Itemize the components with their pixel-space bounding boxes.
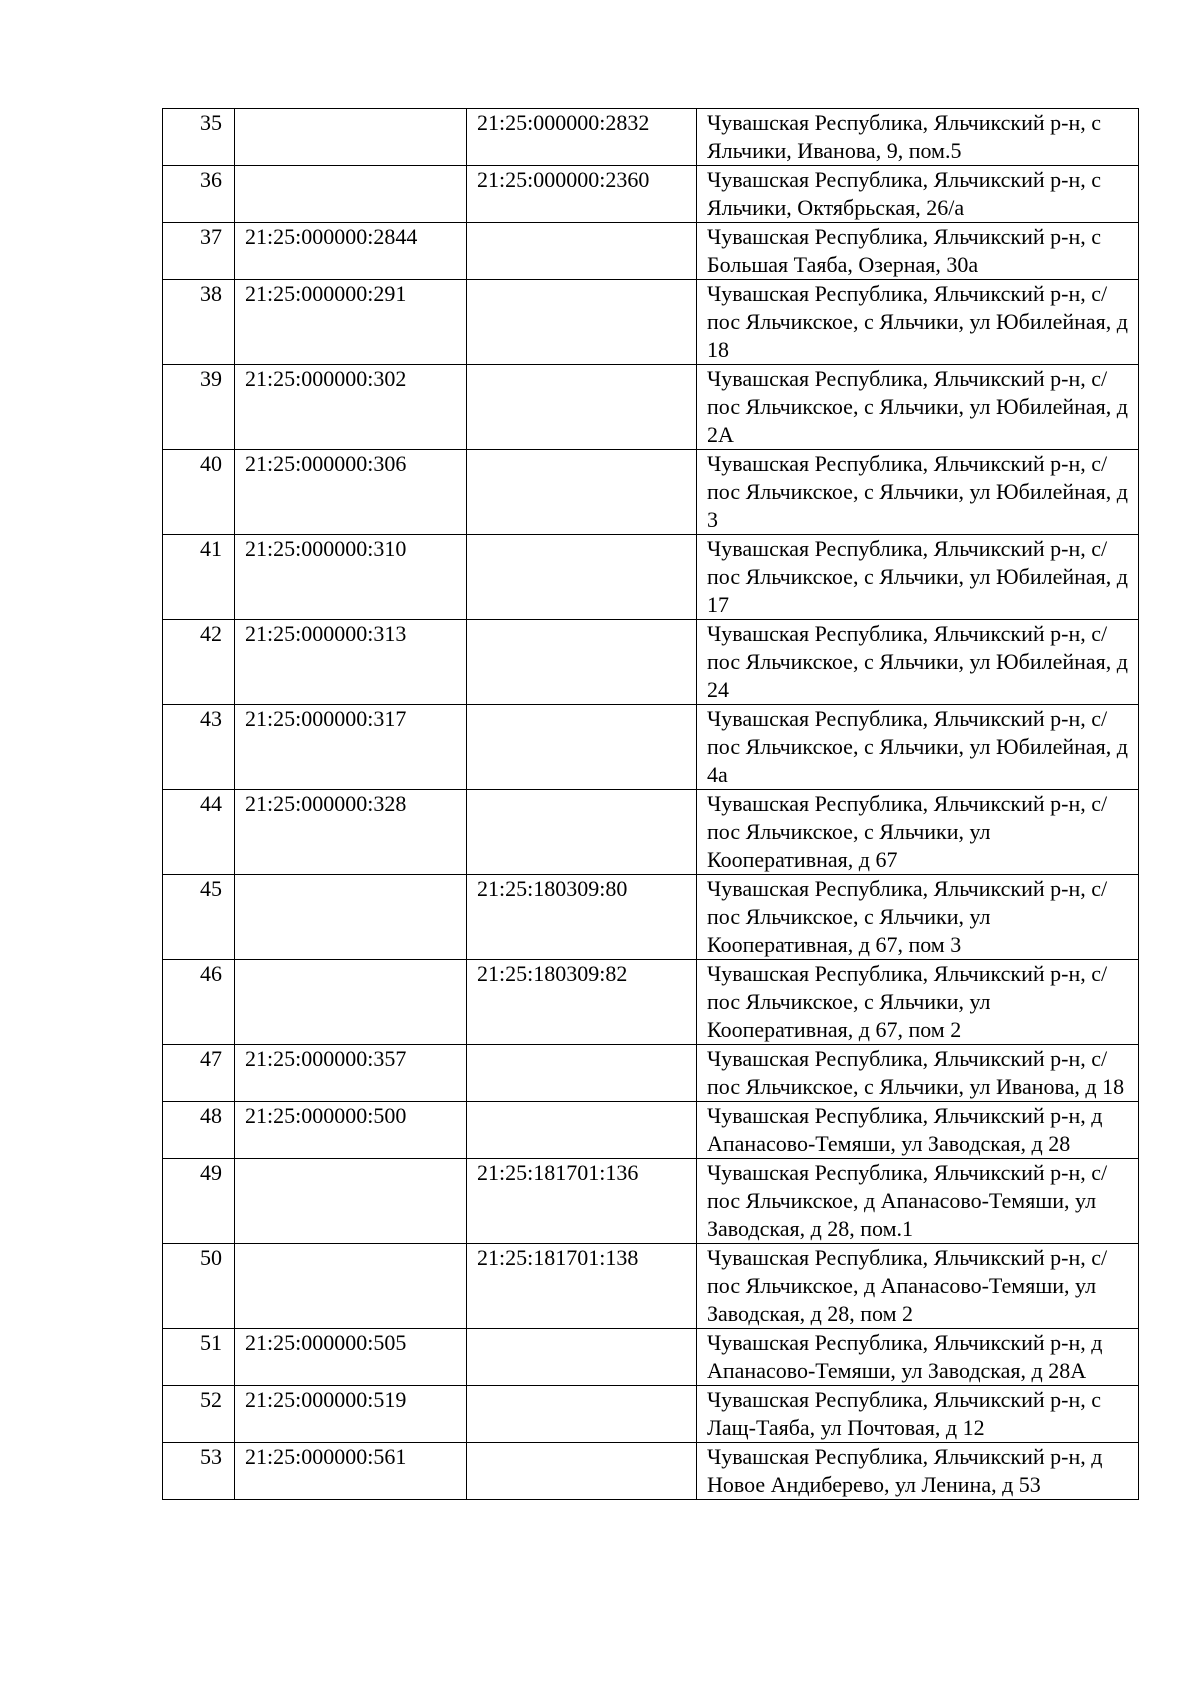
address-cell: Чувашская Республика, Яльчикский р-н, с/пос Яльчикское, с Яльчики, ул Юбилейная, д 3 [697, 450, 1139, 535]
land-cadastral-number-cell [235, 109, 467, 166]
address-cell: Чувашская Республика, Яльчикский р-н, д Апанасово-Темяши, ул Заводская, д 28А [697, 1329, 1139, 1386]
row-number-cell: 40 [163, 450, 235, 535]
object-cadastral-number-cell [467, 365, 697, 450]
row-number-cell: 44 [163, 790, 235, 875]
address-cell: Чувашская Республика, Яльчикский р-н, с/пос Яльчикское, д Апанасово-Темяши, ул Заводская, д 28, пом.1 [697, 1159, 1139, 1244]
object-cadastral-number-cell: 21:25:180309:82 [467, 960, 697, 1045]
row-number-cell: 36 [163, 166, 235, 223]
address-cell: Чувашская Республика, Яльчикский р-н, с Яльчики, Октябрьская, 26/а [697, 166, 1139, 223]
object-cadastral-number-cell: 21:25:180309:80 [467, 875, 697, 960]
land-cadastral-number-cell [235, 166, 467, 223]
land-cadastral-number-cell: 21:25:000000:561 [235, 1443, 467, 1500]
land-cadastral-number-cell: 21:25:000000:519 [235, 1386, 467, 1443]
land-cadastral-number-cell: 21:25:000000:317 [235, 705, 467, 790]
table-row [163, 960, 1139, 1045]
land-cadastral-number-cell: 21:25:000000:313 [235, 620, 467, 705]
object-cadastral-number-cell [467, 620, 697, 705]
row-number-cell: 46 [163, 960, 235, 1045]
object-cadastral-number-cell: 21:25:000000:2360 [467, 166, 697, 223]
row-number-cell: 48 [163, 1102, 235, 1159]
land-cadastral-number-cell: 21:25:000000:500 [235, 1102, 467, 1159]
object-cadastral-number-cell [467, 1045, 697, 1102]
table-row [163, 790, 1139, 875]
land-cadastral-number-cell [235, 960, 467, 1045]
land-cadastral-number-cell: 21:25:000000:302 [235, 365, 467, 450]
object-cadastral-number-cell: 21:25:181701:138 [467, 1244, 697, 1329]
row-number-cell: 37 [163, 223, 235, 280]
land-cadastral-number-cell: 21:25:000000:291 [235, 280, 467, 365]
address-cell: Чувашская Республика, Яльчикский р-н, с/пос Яльчикское, с Яльчики, ул Юбилейная, д 2А [697, 365, 1139, 450]
address-cell: Чувашская Республика, Яльчикский р-н, с/пос Яльчикское, с Яльчики, ул Кооперативная, д 67, пом 2 [697, 960, 1139, 1045]
object-cadastral-number-cell: 21:25:181701:136 [467, 1159, 697, 1244]
row-number-cell: 35 [163, 109, 235, 166]
row-number-cell: 47 [163, 1045, 235, 1102]
table-row [163, 280, 1139, 365]
row-number-cell: 51 [163, 1329, 235, 1386]
land-cadastral-number-cell [235, 1159, 467, 1244]
table-row [163, 875, 1139, 960]
table-row [163, 620, 1139, 705]
table-row [163, 450, 1139, 535]
row-number-cell: 50 [163, 1244, 235, 1329]
land-cadastral-number-cell: 21:25:000000:306 [235, 450, 467, 535]
object-cadastral-number-cell [467, 1443, 697, 1500]
address-cell: Чувашская Республика, Яльчикский р-н, с/пос Яльчикское, с Яльчики, ул Юбилейная, д 17 [697, 535, 1139, 620]
land-cadastral-number-cell: 21:25:000000:505 [235, 1329, 467, 1386]
object-cadastral-number-cell [467, 1102, 697, 1159]
table-row [163, 705, 1139, 790]
table-row [163, 1443, 1139, 1500]
table-row [163, 109, 1139, 166]
object-cadastral-number-cell [467, 223, 697, 280]
object-cadastral-number-cell [467, 450, 697, 535]
address-cell: Чувашская Республика, Яльчикский р-н, с Лащ-Таяба, ул Почтовая, д 12 [697, 1386, 1139, 1443]
object-cadastral-number-cell [467, 1329, 697, 1386]
table-row [163, 1159, 1139, 1244]
row-number-cell: 42 [163, 620, 235, 705]
registry-table-body [163, 109, 1139, 1500]
object-cadastral-number-cell [467, 790, 697, 875]
object-cadastral-number-cell [467, 705, 697, 790]
row-number-cell: 43 [163, 705, 235, 790]
land-cadastral-number-cell: 21:25:000000:328 [235, 790, 467, 875]
table-row [163, 1045, 1139, 1102]
row-number-cell: 45 [163, 875, 235, 960]
address-cell: Чувашская Республика, Яльчикский р-н, с/пос Яльчикское, с Яльчики, ул Юбилейная, д 4а [697, 705, 1139, 790]
address-cell: Чувашская Республика, Яльчикский р-н, с/пос Яльчикское, с Яльчики, ул Кооперативная, д 67 [697, 790, 1139, 875]
row-number-cell: 41 [163, 535, 235, 620]
row-number-cell: 52 [163, 1386, 235, 1443]
address-cell: Чувашская Республика, Яльчикский р-н, с Большая Таяба, Озерная, 30а [697, 223, 1139, 280]
address-cell: Чувашская Республика, Яльчикский р-н, с/пос Яльчикское, д Апанасово-Темяши, ул Заводская, д 28, пом 2 [697, 1244, 1139, 1329]
land-cadastral-number-cell [235, 875, 467, 960]
property-registry-table [162, 108, 1139, 1500]
object-cadastral-number-cell [467, 280, 697, 365]
table-row [163, 1102, 1139, 1159]
address-cell: Чувашская Республика, Яльчикский р-н, с/пос Яльчикское, с Яльчики, ул Юбилейная, д 18 [697, 280, 1139, 365]
land-cadastral-number-cell: 21:25:000000:357 [235, 1045, 467, 1102]
address-cell: Чувашская Республика, Яльчикский р-н, с Яльчики, Иванова, 9, пом.5 [697, 109, 1139, 166]
row-number-cell: 53 [163, 1443, 235, 1500]
table-row [163, 223, 1139, 280]
address-cell: Чувашская Республика, Яльчикский р-н, с/пос Яльчикское, с Яльчики, ул Иванова, д 18 [697, 1045, 1139, 1102]
row-number-cell: 38 [163, 280, 235, 365]
object-cadastral-number-cell [467, 1386, 697, 1443]
land-cadastral-number-cell: 21:25:000000:310 [235, 535, 467, 620]
land-cadastral-number-cell [235, 1244, 467, 1329]
table-row [163, 1329, 1139, 1386]
object-cadastral-number-cell [467, 535, 697, 620]
address-cell: Чувашская Республика, Яльчикский р-н, д Апанасово-Темяши, ул Заводская, д 28 [697, 1102, 1139, 1159]
row-number-cell: 39 [163, 365, 235, 450]
table-row [163, 535, 1139, 620]
address-cell: Чувашская Республика, Яльчикский р-н, с/пос Яльчикское, с Яльчики, ул Кооперативная, д 67, пом 3 [697, 875, 1139, 960]
object-cadastral-number-cell: 21:25:000000:2832 [467, 109, 697, 166]
row-number-cell: 49 [163, 1159, 235, 1244]
table-row [163, 1244, 1139, 1329]
address-cell: Чувашская Республика, Яльчикский р-н, с/пос Яльчикское, с Яльчики, ул Юбилейная, д 24 [697, 620, 1139, 705]
address-cell: Чувашская Республика, Яльчикский р-н, д Новое Андиберево, ул Ленина, д 53 [697, 1443, 1139, 1500]
table-row [163, 1386, 1139, 1443]
table-row [163, 166, 1139, 223]
table-row [163, 365, 1139, 450]
land-cadastral-number-cell: 21:25:000000:2844 [235, 223, 467, 280]
